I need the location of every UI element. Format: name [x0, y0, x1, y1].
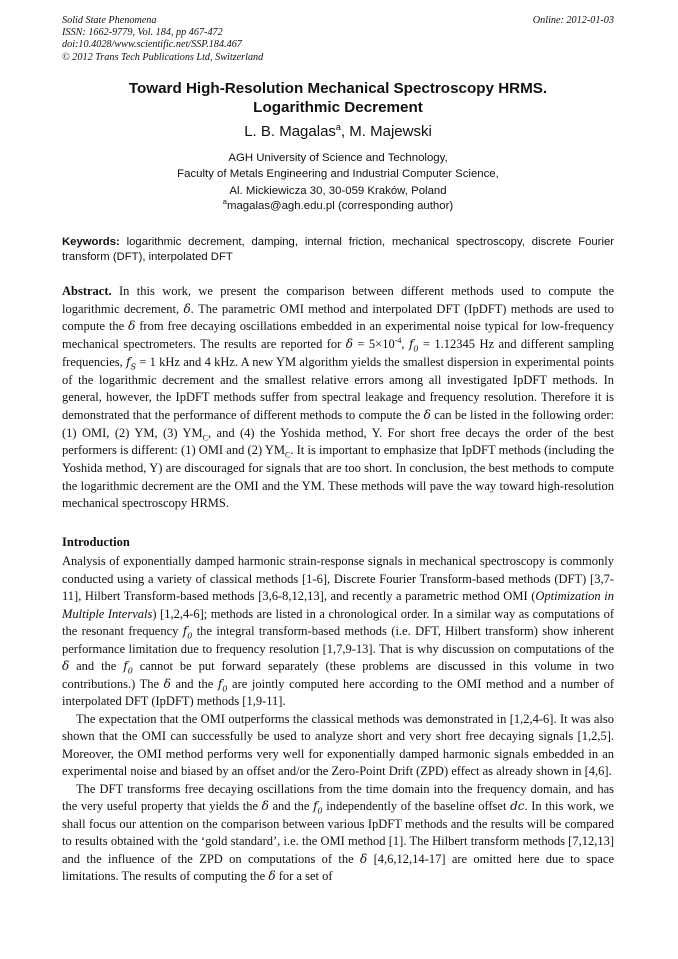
section-heading-introduction: Introduction	[62, 535, 130, 549]
journal-name: Solid State Phenomena	[62, 15, 157, 26]
abstract-text: . The parametric OMI method and interpolated DFT (IpDFT) methods are used to compute the	[62, 301, 614, 334]
subscript-c: C	[284, 450, 291, 460]
delta-symbol: δ	[183, 301, 191, 316]
delta-symbol: δ	[360, 851, 368, 866]
affiliation	[62, 150, 614, 199]
journal-issn: ISSN: 1662-9779, Vol. 184, pp 467-472	[62, 27, 223, 39]
intro-paragraph-2: The expectation that the OMI outperforms the classical methods was demonstrated in [1,2,4-6]. It was also shown that the OMI can successfully be used to analyze short and very short free decaying signals [1,2,5]. Moreover, the OMI method performs very well for exponentially damped harmonic signals embedded in an experimental noise and biased by an offset and/or the Zero-Point Drift (ZPD) effect as already shown in [4,6].	[62, 711, 614, 778]
omi-expansion: Optimization in Multiple Intervals	[62, 589, 614, 621]
affiliation-line-3: Al. Mickiewicza 30, 30-059 Kraków, Poland	[229, 184, 447, 197]
introduction-body	[62, 553, 614, 886]
abstract-text: = 5×10	[353, 337, 395, 352]
delta-symbol: δ	[345, 337, 353, 352]
abstract-text: can be listed in the following order: (1) OMI, (2) YM, (3) YM	[62, 407, 614, 440]
title-line-2: Logarithmic Decrement	[253, 99, 423, 116]
journal-copyright: © 2012 Trans Tech Publications Ltd, Switzerland	[62, 51, 264, 63]
f0-symbol: $f_0$	[313, 799, 323, 816]
keywords-text: logarithmic decrement, damping, internal friction, mechanical spectroscopy, discrete Fourier transform (DFT), interpolated DFT	[62, 236, 614, 263]
abstract-text: In this work, we present the comparison between different methods used to compute the logarithmic decrement,	[62, 284, 614, 316]
abstract-text: = 1.12345 Hz and different sampling frequencies,	[62, 337, 614, 369]
delta-symbol: δ	[163, 676, 171, 691]
email-mark: a	[222, 197, 227, 206]
delta-symbol: δ	[62, 659, 70, 673]
delta-symbol: δ	[423, 407, 431, 422]
abstract-text: from free decaying oscillations embedded in an experimental noise typical for low-frequency mechanical spectrometers. The results are reported for	[62, 319, 614, 352]
online-date: Online: 2012-01-03	[532, 15, 614, 26]
journal-doi: doi:10.4028/www.scientific.net/SSP.184.467	[62, 39, 242, 51]
abstract	[62, 283, 614, 513]
intro-paragraph-3: The DFT transforms free decaying oscillations from the time domain into the frequency domain, and has the very useful property that yields the δ and the $f_0$ independently of the baseline offset dc. In this work, we shall focus our attention on the comparison between various IpDFT methods and the results will be compared to results obtained with the ‘gold standard’, i.e. the OMI method [1]. The Hilbert transform methods [7,12,13] and the influence of the ZPD on computations of the δ [4,6,12,14-17] are omitted here due to space limitations. The results of computing the δ for a set of	[62, 781, 614, 883]
title-line-1: Toward High-Resolution Mechanical Spectroscopy HRMS.	[128, 80, 548, 97]
f0-symbol: $f_0$	[408, 337, 419, 354]
affiliation-line-2: Faculty of Metals Engineering and Industrial Computer Science,	[177, 168, 499, 181]
delta-symbol: δ	[268, 869, 276, 883]
f0-symbol: $f_0$	[123, 659, 133, 676]
keywords-label: Keywords:	[62, 236, 120, 248]
delta-symbol: δ	[128, 319, 136, 334]
abstract-label: Abstract.	[62, 284, 112, 298]
intro-paragraph-1: Analysis of exponentially damped harmonic strain-response signals in mechanical spectroscopy is commonly conducted using a variety of classical methods [1-6], Discrete Fourier Transform-based methods (DFT) [3,7-11], Hilbert Transform-based methods [3,6-8,12,13], and recently a parametric method OMI (Optimization in Multiple Intervals) [1,2,4-6]; methods are listed in a chronological order. In a similar way as computations of the resonant frequency $f_0$ the integral transform-based methods (i.e. DFT, Hilbert transform) show inherent performance limitation due to frequency resolution [1,7,9-13]. That is why discussion on computations of the δ and the $f_0$ cannot be put forward separately (these problems are discussed in this volume in two contributions.) The δ and the $f_0$ are jointly computed here according to the OMI method and a number of interpolated DFT (IpDFT) methods [1,9-11].	[62, 554, 615, 708]
author-1-mark: a	[335, 122, 341, 132]
delta-symbol: δ	[261, 799, 269, 813]
f0-symbol: $f_0$	[217, 676, 228, 693]
fs-symbol: $f_S$	[126, 354, 136, 372]
abstract-text: ,	[401, 337, 409, 352]
keywords	[62, 235, 614, 264]
affiliation-line-1: AGH University of Science and Technology,	[228, 152, 448, 164]
author-2: , M. Majewski	[340, 123, 432, 140]
abstract-text: , and (4) the Yoshida method, Y. For short free decays the order of the best performers is different: (1) OMI and (2) YM	[62, 425, 615, 458]
f0-symbol: $f_0$	[182, 624, 193, 641]
email-text: magalas@agh.edu.pl (corresponding author)	[226, 200, 454, 212]
subscript-c: C	[202, 433, 209, 443]
author-list	[62, 123, 614, 141]
corresponding-email	[62, 199, 614, 213]
journal-header	[62, 15, 263, 64]
exponent: -4	[394, 335, 402, 345]
abstract-text: . It is important to emphasize that IpDFT methods (including the Yoshida method, Y) are discouraged for signals that are too short. In conclusion, the best methods to compute the logarithmic decrement are the OMI and the YM. These methods will pave the way toward high-resolution mechanical spectroscopy HRMS.	[62, 443, 614, 511]
abstract-text: = 1 kHz and 4 kHz. A new YM algorithm yields the smallest dispersion in experimental points of the logarithmic decrement and the smallest relative errors among all investigated IpDFT methods. In general, however, the IpDFT methods suffer from spectral leakage and frequency resolution. Therefore it is demonstrated that the performance of different methods to compute the	[62, 354, 615, 422]
paper-title	[62, 79, 614, 117]
dc-symbol: dc	[510, 799, 525, 813]
author-1: L. B. Magalas	[244, 123, 336, 140]
